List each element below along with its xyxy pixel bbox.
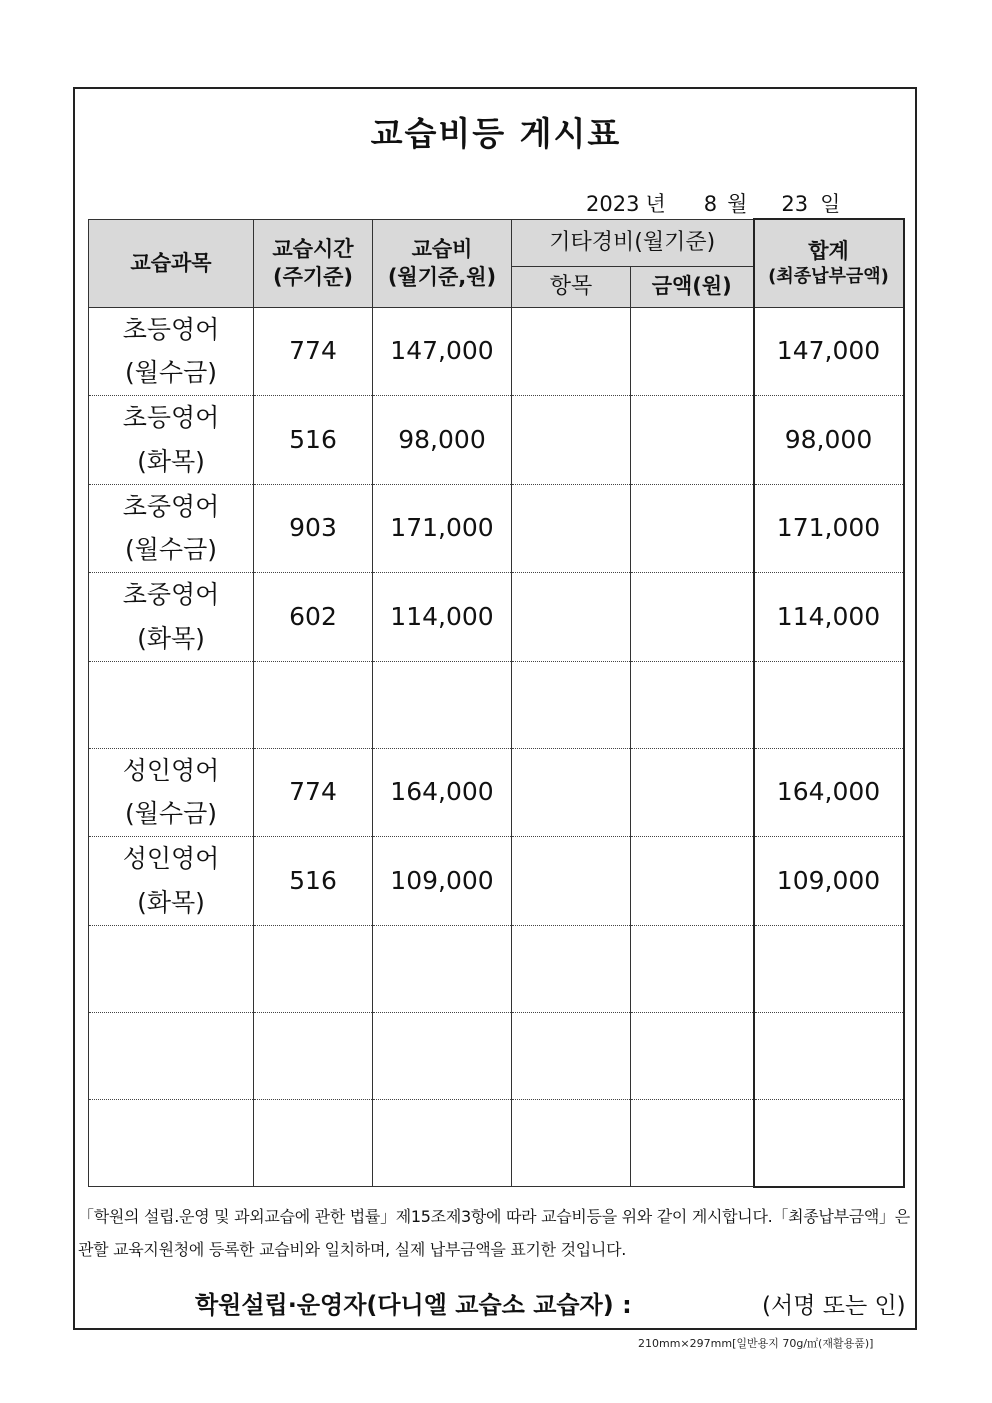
cell-item <box>512 396 631 485</box>
cell-subject <box>89 1012 254 1099</box>
subject-days: (월수금) <box>125 535 217 565</box>
table-row <box>89 837 904 926</box>
cell-subject <box>89 837 254 926</box>
cell-hours: 602 <box>254 573 373 662</box>
cell-amount <box>631 748 754 837</box>
cell-subject <box>89 573 254 662</box>
subject-days: (월수금) <box>125 799 217 829</box>
cell-amount <box>631 925 754 1012</box>
cell-hours: 516 <box>254 837 373 926</box>
cell-amount <box>631 396 754 485</box>
date-day-unit: 일 <box>820 192 841 216</box>
subject-days: (월수금) <box>125 358 217 388</box>
cell-amount <box>631 1012 754 1099</box>
cell-amount <box>631 307 754 396</box>
cell-fee <box>373 1099 512 1187</box>
header-total-line1: 합계 <box>808 238 849 263</box>
table-row <box>89 925 904 1012</box>
subject-name: 초등영어 <box>122 314 220 344</box>
cell-amount <box>631 1099 754 1187</box>
subject-days: (화목) <box>137 623 205 653</box>
cell-fee: 164,000 <box>373 748 512 837</box>
cell-item <box>512 661 631 748</box>
cell-fee: 147,000 <box>373 307 512 396</box>
date-day: 23 <box>781 192 809 216</box>
cell-subject <box>89 484 254 573</box>
cell-amount <box>631 661 754 748</box>
cell-item <box>512 1099 631 1187</box>
cell-fee: 109,000 <box>373 837 512 926</box>
cell-amount <box>631 837 754 926</box>
cell-item <box>512 925 631 1012</box>
table-row <box>89 484 904 573</box>
date-year: 2023 <box>586 192 640 216</box>
cell-hours: 516 <box>254 396 373 485</box>
subject-name: 초중영어 <box>122 491 220 521</box>
header-fee-line2: (월기준,원) <box>387 265 497 289</box>
header-item: 항목 <box>512 266 631 307</box>
cell-amount <box>631 573 754 662</box>
cell-fee <box>373 1012 512 1099</box>
date-year-unit: 년 <box>645 192 666 216</box>
subject-days: (화목) <box>137 887 205 917</box>
header-total-line2: (최종납부금액) <box>768 266 889 288</box>
cell-total: 114,000 <box>754 573 904 662</box>
header-subject: 교습과목 <box>89 219 254 307</box>
subject-name: 성인영어 <box>122 844 220 873</box>
cell-amount <box>631 484 754 573</box>
cell-subject <box>89 396 254 485</box>
cell-fee: 171,000 <box>373 484 512 573</box>
cell-fee <box>373 925 512 1012</box>
page-title: 교습비등 게시표 <box>370 114 622 153</box>
subject-name: 초중영어 <box>122 580 220 609</box>
header-total <box>754 219 904 307</box>
cell-item <box>512 307 631 396</box>
header-fee-line1: 교습비 <box>411 236 473 261</box>
table-row <box>89 573 904 662</box>
header-amount: 금액(원) <box>631 266 754 307</box>
cell-subject <box>89 925 254 1012</box>
header-hours-line1: 교습시간 <box>272 236 354 261</box>
legal-notice: 「학원의 설립.운영 및 과외교습에 관한 법률」제15조제3항에 따라 교습비등을 위와 같이 게시합니다.「최종납부금액」은 관할 교육지원청에 등록한 교습비와 일치하며, 실제 납부금액을 표기한 것입니다. <box>78 1207 910 1259</box>
header-fee <box>373 219 512 307</box>
cell-total: 98,000 <box>754 396 904 485</box>
cell-total <box>754 925 904 1012</box>
cell-hours: 774 <box>254 748 373 837</box>
cell-fee <box>373 661 512 748</box>
cell-fee: 98,000 <box>373 396 512 485</box>
table-row <box>89 1012 904 1099</box>
cell-total: 164,000 <box>754 748 904 837</box>
cell-hours <box>254 1099 373 1187</box>
header-other-expenses: 기타경비(월기준) <box>512 219 754 266</box>
cell-item <box>512 837 631 926</box>
cell-item <box>512 748 631 837</box>
subject-name: 성인영어 <box>122 755 220 785</box>
table-row <box>89 661 904 748</box>
paper-spec: 210mm×297mm[일반용지 70g/㎡(재활용품)] <box>638 1337 874 1350</box>
subject-days: (화목) <box>137 446 205 476</box>
header-hours-line2: (주기준) <box>272 265 354 289</box>
cell-subject <box>89 661 254 748</box>
cell-subject <box>89 1099 254 1187</box>
operator-signature-label: 학원설립·운영자(다니엘 교습소 교습자) : <box>195 1291 632 1319</box>
signature-placeholder: (서명 또는 인) <box>762 1293 906 1319</box>
cell-hours: 774 <box>254 307 373 396</box>
cell-subject <box>89 307 254 396</box>
table-row <box>89 307 904 396</box>
cell-item <box>512 484 631 573</box>
cell-hours <box>254 1012 373 1099</box>
cell-hours <box>254 925 373 1012</box>
cell-item <box>512 573 631 662</box>
cell-fee: 114,000 <box>373 573 512 662</box>
date-month-unit: 월 <box>727 192 748 216</box>
cell-hours: 903 <box>254 484 373 573</box>
table-row <box>89 1099 904 1187</box>
cell-subject <box>89 748 254 837</box>
cell-total <box>754 1012 904 1099</box>
posting-date <box>586 188 840 218</box>
header-hours <box>254 219 373 307</box>
fee-table <box>88 218 905 1188</box>
cell-total: 171,000 <box>754 484 904 573</box>
cell-item <box>512 1012 631 1099</box>
date-month: 8 <box>703 192 718 216</box>
cell-total <box>754 1099 904 1187</box>
cell-hours <box>254 661 373 748</box>
subject-name: 초등영어 <box>122 403 220 432</box>
cell-total <box>754 661 904 748</box>
table-row <box>89 396 904 485</box>
cell-total: 109,000 <box>754 837 904 926</box>
cell-total: 147,000 <box>754 307 904 396</box>
table-row <box>89 748 904 837</box>
